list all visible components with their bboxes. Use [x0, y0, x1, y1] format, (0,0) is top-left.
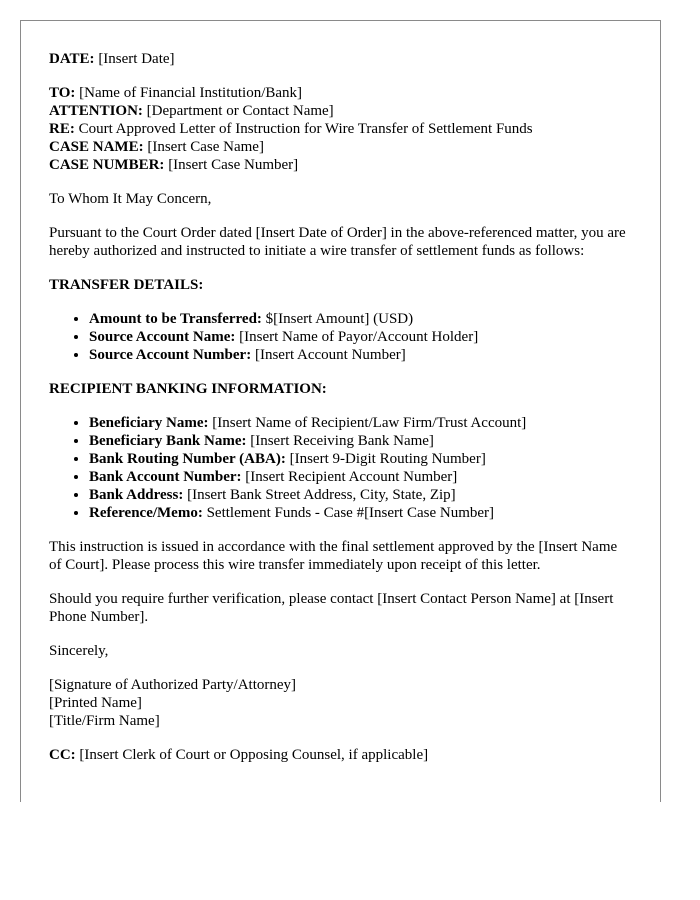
attention-line [49, 102, 632, 120]
date-line [49, 50, 632, 68]
list-item-value: [Insert Name of Payor/Account Holder] [235, 329, 479, 345]
letter-page [20, 20, 661, 802]
signature-line: [Signature of Authorized Party/Attorney] [49, 677, 297, 693]
list-item-value: [Insert 9-Digit Routing Number] [285, 451, 486, 467]
instruction-paragraph: This instruction is issued in accordance with the final settlement approved by the [Insert Name of Court]. Please process this wire transfer immediately upon receipt of this letter. [49, 539, 618, 573]
to-value: [Name of Financial Institution/Bank] [75, 85, 303, 101]
list-item-label: Beneficiary Name: [89, 415, 209, 431]
list-item [89, 328, 632, 346]
transfer-heading [49, 276, 632, 294]
case-name-line [49, 138, 632, 156]
list-item [89, 414, 632, 432]
list-item-label: Amount to be Transferred: [89, 311, 262, 327]
date-value: [Insert Date] [94, 51, 175, 67]
recipient-info-list [49, 414, 632, 522]
list-item-label: Source Account Name: [89, 329, 236, 345]
cc-value: [Insert Clerk of Court or Opposing Counsel, if applicable] [75, 747, 429, 763]
attention-value: [Department or Contact Name] [142, 103, 334, 119]
transfer-heading-text: TRANSFER DETAILS: [49, 277, 204, 293]
list-item [89, 468, 632, 486]
intro-paragraph: Pursuant to the Court Order dated [Insert Date of Order] in the above-referenced matter, you are hereby authorized and instructed to initiate a wire transfer of settlement funds as follows: [49, 225, 626, 259]
list-item-label: Reference/Memo: [89, 505, 203, 521]
list-item [89, 432, 632, 450]
case-number-label: CASE NUMBER: [49, 157, 165, 173]
list-item-label: Bank Address: [89, 487, 184, 503]
verification-paragraph: Should you require further verification, please contact [Insert Contact Person Name] at [Insert Phone Number]. [49, 591, 614, 625]
case-number-value: [Insert Case Number] [164, 157, 299, 173]
recipient-heading [49, 380, 632, 398]
list-item-label: Source Account Number: [89, 347, 252, 363]
list-item [89, 310, 632, 328]
to-label: TO: [49, 85, 76, 101]
list-item-value: [Insert Account Number] [251, 347, 406, 363]
list-item-value: $[Insert Amount] (USD) [261, 311, 414, 327]
case-number-line [49, 156, 632, 174]
to-line [49, 84, 632, 102]
re-line [49, 120, 632, 138]
re-label: RE: [49, 121, 75, 137]
list-item [89, 346, 632, 364]
transfer-details-list [49, 310, 632, 364]
list-item-label: Bank Routing Number (ABA): [89, 451, 286, 467]
list-item [89, 450, 632, 468]
list-item-value: [Insert Name of Recipient/Law Firm/Trust Account] [208, 415, 527, 431]
list-item-label: Bank Account Number: [89, 469, 242, 485]
list-item-value: [Insert Recipient Account Number] [241, 469, 458, 485]
list-item-value: Settlement Funds - Case #[Insert Case Number] [202, 505, 495, 521]
cc-label: CC: [49, 747, 76, 763]
re-value: Court Approved Letter of Instruction for Wire Transfer of Settlement Funds [74, 121, 533, 137]
printed-name-line: [Printed Name] [49, 695, 142, 711]
recipient-heading-text: RECIPIENT BANKING INFORMATION: [49, 381, 327, 397]
salutation: To Whom It May Concern, [49, 191, 212, 207]
case-name-value: [Insert Case Name] [143, 139, 264, 155]
list-item [89, 486, 632, 504]
list-item [89, 504, 632, 522]
list-item-value: [Insert Bank Street Address, City, State, Zip] [183, 487, 456, 503]
cc-line [49, 746, 632, 764]
list-item-label: Beneficiary Bank Name: [89, 433, 247, 449]
closing: Sincerely, [49, 643, 109, 659]
list-item-value: [Insert Receiving Bank Name] [246, 433, 434, 449]
date-label: DATE: [49, 51, 95, 67]
title-firm-line: [Title/Firm Name] [49, 713, 160, 729]
attention-label: ATTENTION: [49, 103, 143, 119]
case-name-label: CASE NAME: [49, 139, 144, 155]
